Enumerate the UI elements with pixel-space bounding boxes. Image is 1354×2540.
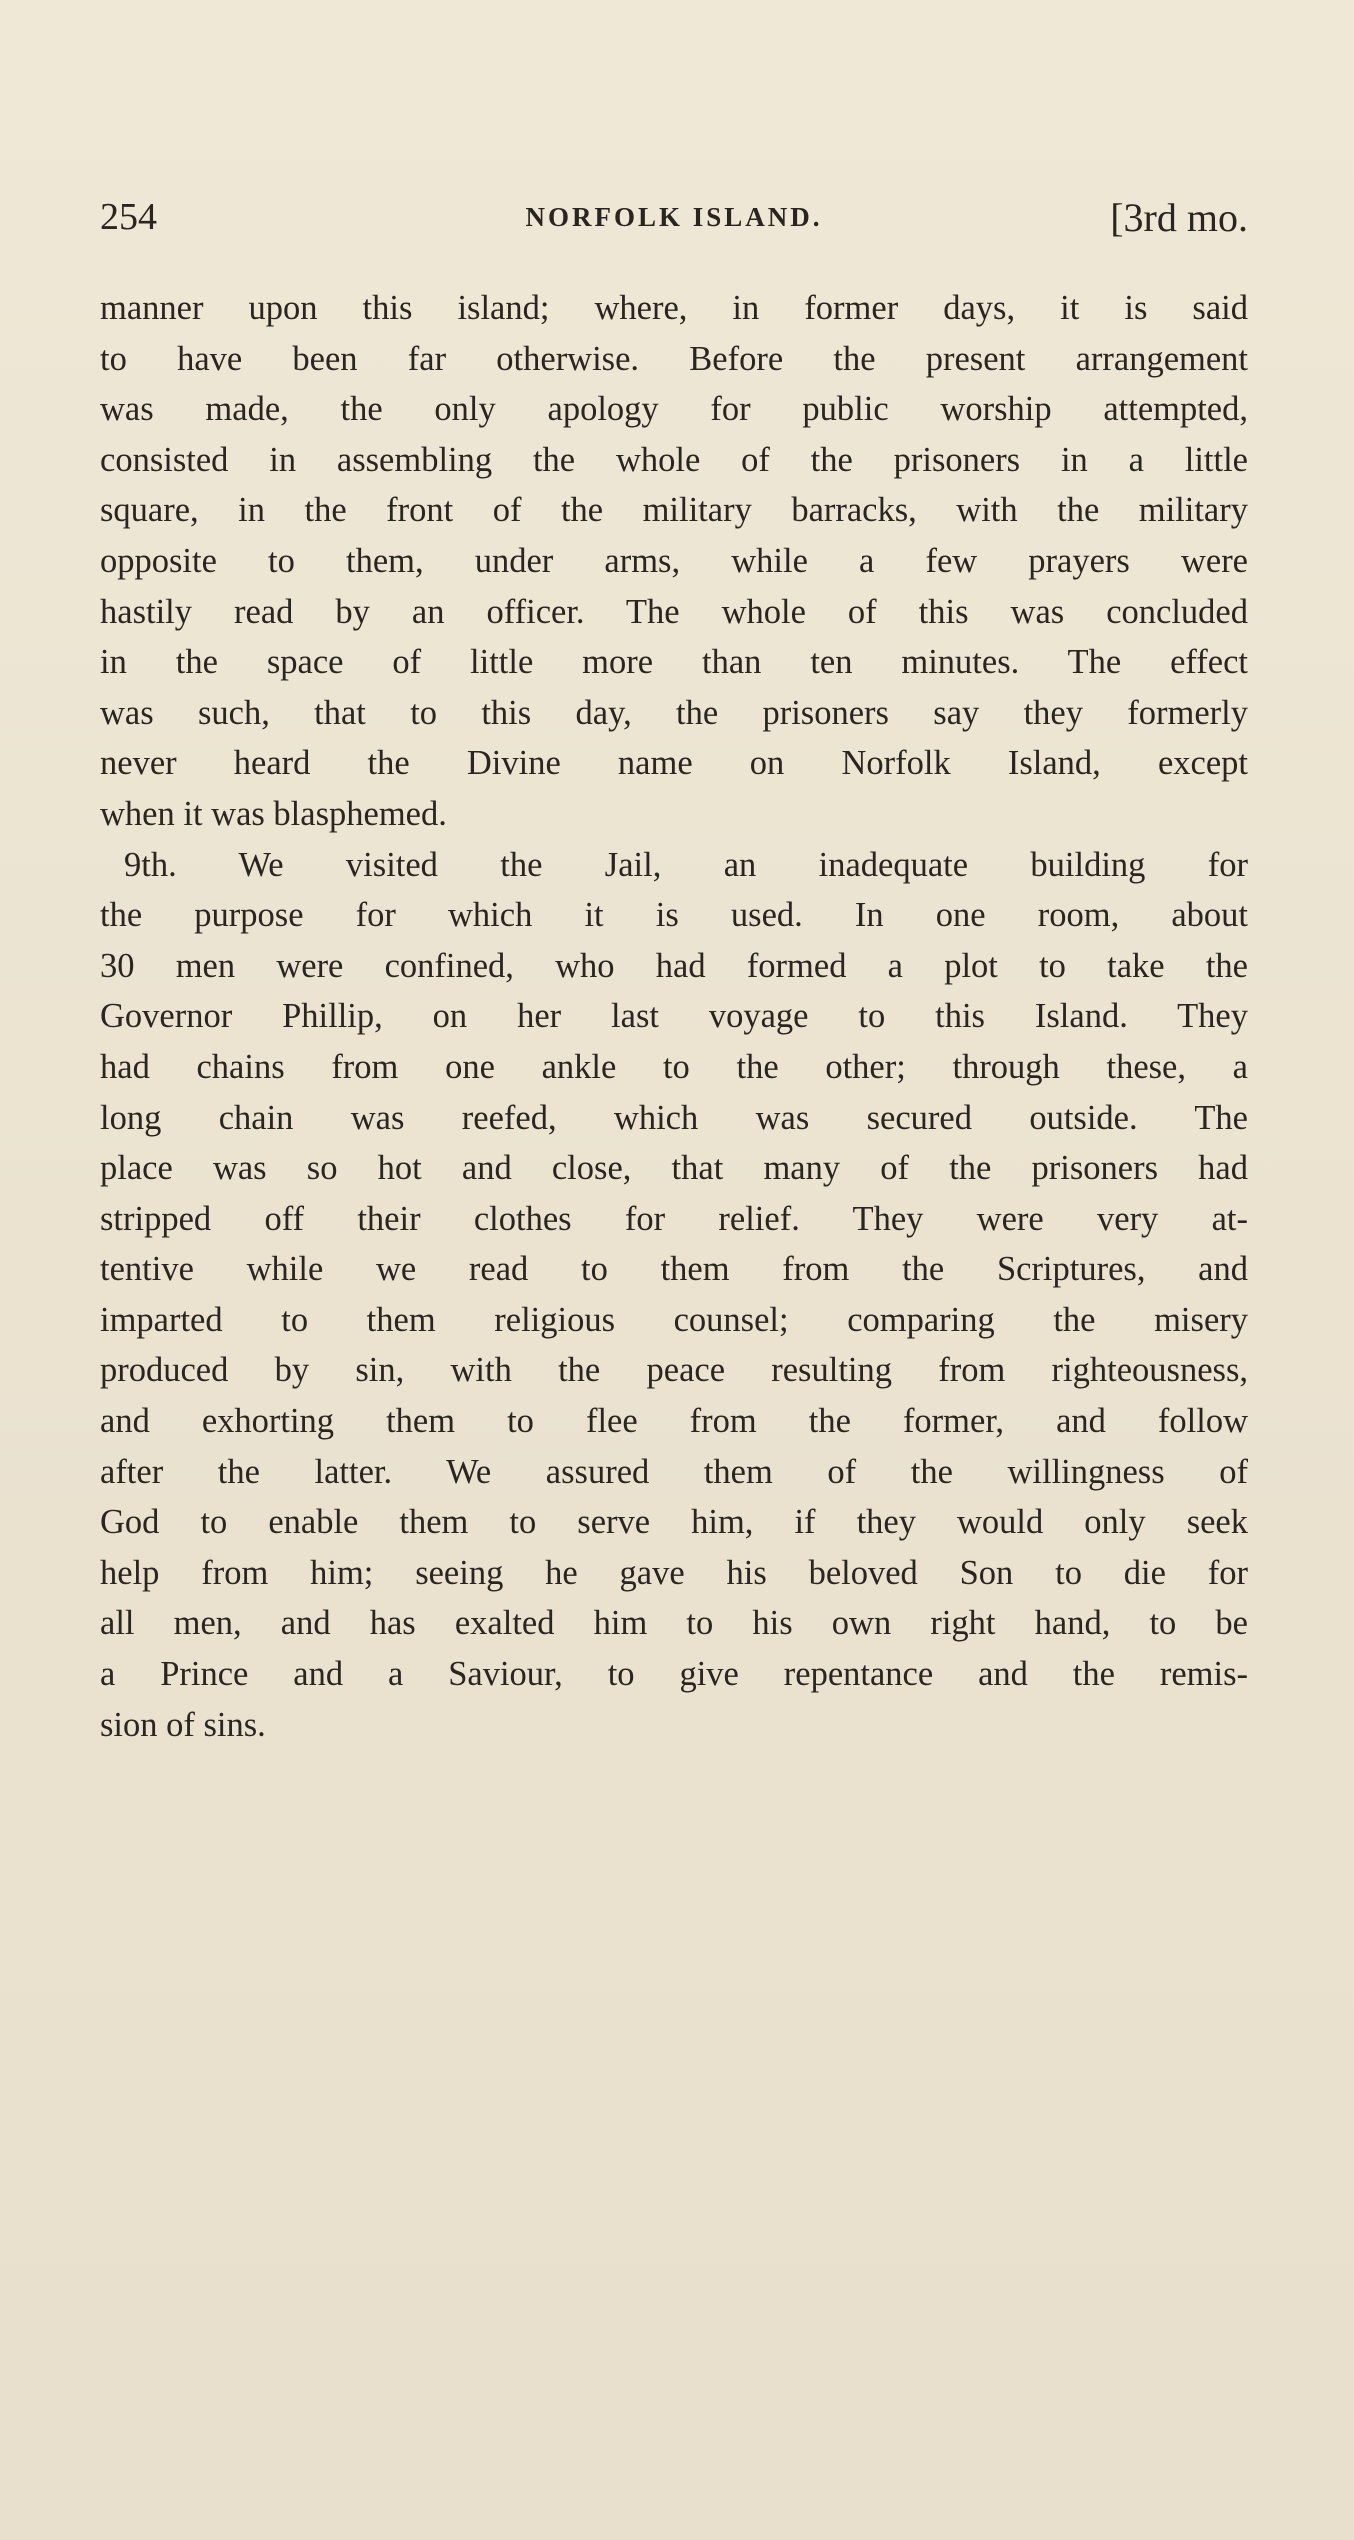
text-line: when it was blasphemed. [100,794,447,833]
text-line: 9th. We visited the Jail, an inadequate building for [124,845,1248,884]
text-line: had chains from one ankle to the other; through these, a [100,1047,1248,1086]
section-marker: [3rd mo. [1110,195,1248,240]
paragraph [100,283,1248,840]
text-line: and exhorting them to flee from the former, and follow [100,1402,1248,1441]
text-line: place was so hot and close, that many of the prisoners had [100,1149,1248,1188]
text-line: produced by sin, with the peace resulting from righteousness, [100,1351,1248,1390]
text-line: all men, and has exalted him to his own right hand, to be [100,1604,1248,1643]
text-line: sion of sins. [100,1705,266,1744]
text-line: after the latter. We assured them of the willingness of [100,1452,1248,1491]
running-title: NORFOLK ISLAND. [525,202,823,232]
text-line: square, in the front of the military barracks, with the military [100,491,1248,530]
text-line: was such, that to this day, the prisoners say they formerly [100,693,1248,732]
text-line: the purpose for which it is used. In one room, about [100,896,1248,935]
paragraph [100,840,1248,1751]
text-line: never heard the Divine name on Norfolk Island, except [100,744,1248,783]
text-line: stripped off their clothes for relief. They were very at- [100,1199,1248,1238]
text-line: opposite to them, under arms, while a few prayers were [100,541,1248,580]
text-line: help from him; seeing he gave his beloved Son to die for [100,1553,1248,1592]
text-line: hastily read by an officer. The whole of this was concluded [100,592,1248,631]
body-text [100,283,1248,1750]
running-head [100,190,1248,250]
text-line: God to enable them to serve him, if they would only seek [100,1503,1248,1542]
text-line: consisted in assembling the whole of the prisoners in a little [100,440,1248,479]
text-line: long chain was reefed, which was secured outside. The [100,1098,1248,1137]
text-line: 30 men were confined, who had formed a plot to take the [100,946,1248,985]
text-line: was made, the only apology for public worship attempted, [100,390,1248,429]
text-line: to have been far otherwise. Before the present arrangement [100,339,1248,378]
text-line: Governor Phillip, on her last voyage to this Island. They [100,997,1248,1036]
text-line: imparted to them religious counsel; comparing the misery [100,1300,1248,1339]
text-line: a Prince and a Saviour, to give repentance and the remis- [100,1655,1248,1694]
text-line: manner upon this island; where, in former days, it is said [100,289,1248,327]
text-line: in the space of little more than ten minutes. The effect [100,643,1248,682]
text-line: tentive while we read to them from the Scriptures, and [100,1250,1248,1289]
page-number: 254 [100,196,157,238]
